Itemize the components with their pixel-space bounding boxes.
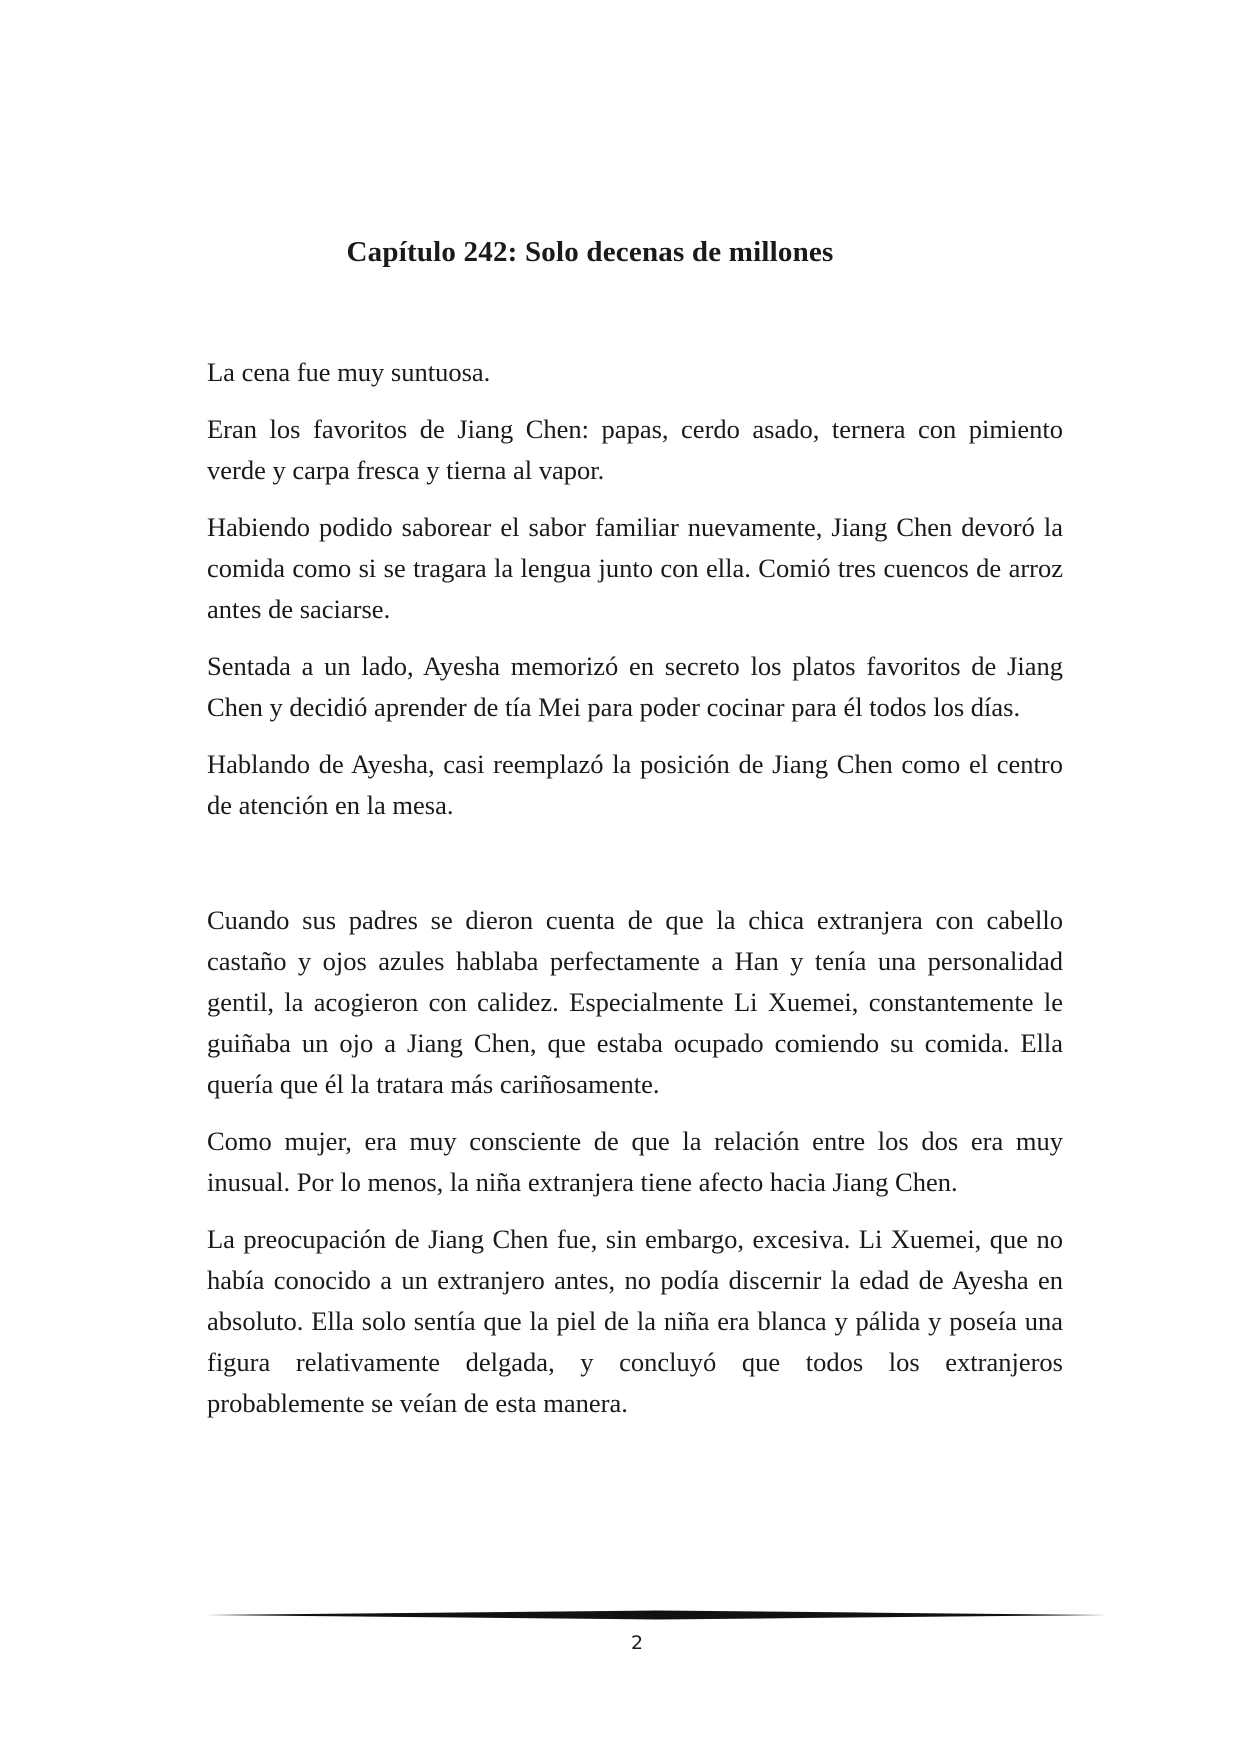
chapter-title: Capítulo 242: Solo decenas de millones [346,236,834,268]
paragraph: Sentada a un lado, Ayesha memorizó en secreto los platos favoritos de Jiang Chen y decidió aprender de tía Mei para poder cocinar para él todos los días. [207,651,1063,722]
chapter-body [207,352,1063,1440]
page-number: 2 [630,1632,644,1654]
paragraph: La cena fue muy suntuosa. [207,357,491,387]
paragraph: Como mujer, era muy consciente de que la relación entre los dos era muy inusual. Por lo menos, la niña extranjera tiene afecto hacia Jiang Chen. [207,1126,1063,1197]
paragraph: La preocupación de Jiang Chen fue, sin embargo, excesiva. Li Xuemei, que no había conocido a un extranjero antes, no podía discernir la edad de Ayesha en absoluto. Ella solo sentía que la piel de la niña era blanca y pálida y poseía una figura relativamente delgada, y concluyó que todos los extranjeros probablemente se veían de esta manera. [207,1224,1063,1418]
paragraph: Eran los favoritos de Jiang Chen: papas, cerdo asado, ternera con pimiento verde y carpa fresca y tierna al vapor. [207,414,1063,485]
paragraph: Habiendo podido saborear el sabor familiar nuevamente, Jiang Chen devoró la comida como si se tragara la lengua junto con ella. Comió tres cuencos de arroz antes de saciarse. [207,512,1063,624]
paragraph: Cuando sus padres se dieron cuenta de que la chica extranjera con cabello castaño y ojos azules hablaba perfectamente a Han y tenía una personalidad gentil, la acogieron con calidez. Especialmente Li Xuemei, constantemente le guiñaba un ojo a Jiang Chen, que estaba ocupado comiendo su comida. Ella quería que él la tratara más cariñosamente. [207,905,1063,1099]
footer-divider [207,1608,1107,1622]
paragraph: Hablando de Ayesha, casi reemplazó la posición de Jiang Chen como el centro de atención en la mesa. [207,749,1063,820]
